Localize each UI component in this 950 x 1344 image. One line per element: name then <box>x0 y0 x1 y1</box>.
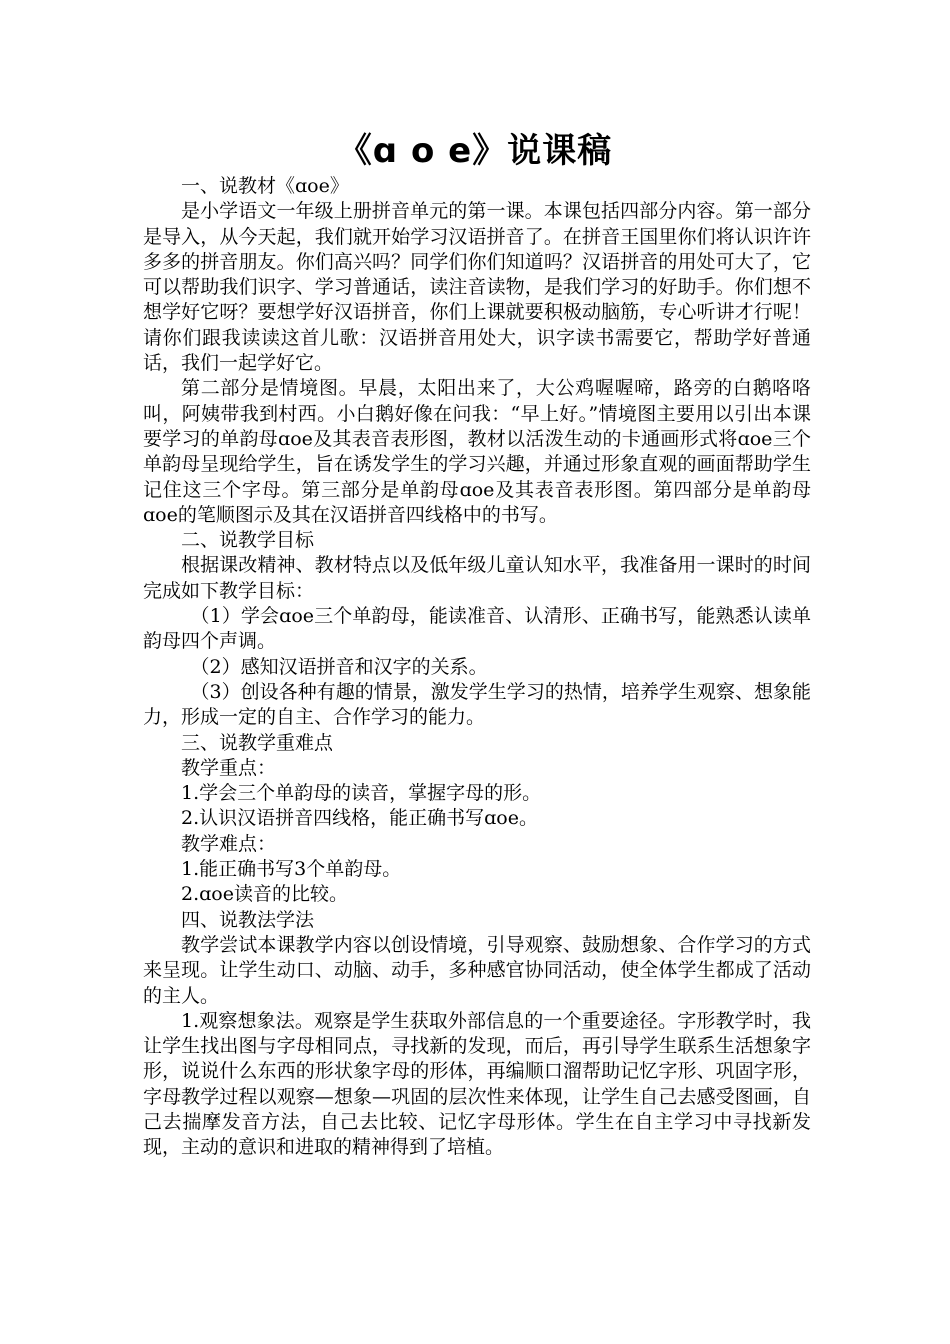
objective-item-3: （3）创设各种有趣的情景，激发学生学习的热情，培养学生观察、想象能力，形成一定的自主、合作学习的能力。 <box>143 680 811 729</box>
section-heading-teaching-material: 一、说教材《ɑoe》 <box>181 175 349 197</box>
key-points-label: 教学重点： <box>181 756 277 779</box>
difficulties-label: 教学难点： <box>181 832 277 855</box>
section-heading-methods: 四、说教法学法 <box>181 908 315 931</box>
objective-item-2: （2）感知汉语拼音和汉字的关系。 <box>190 655 488 678</box>
section-heading-objectives: 二、说教学目标 <box>181 529 315 552</box>
document-title: 《ɑ o e》说课稿 <box>337 131 613 171</box>
paragraph-intro: 是小学语文一年级上册拼音单元的第一课。本课包括四部分内容。第一部分是导入，从今天起，我们就开始学习汉语拼音了。在拼音王国里你们将认识许许多多的拼音朋友。你们高兴吗？同学们你们知道吗？汉语拼音的用处可大了，它可以帮助我们识字、学习普通话，读注音读物，是我们学习的好助手。你们想不想学好它呀？要想学好汉语拼音，你们上课就要积极动脑筋，专心听讲才行呢！请你们跟我读读这首儿歌：汉语拼音用处大，识字读书需要它，帮助学好普通话，我们一起学好它。 <box>143 200 811 375</box>
key-point-item-2: 2.认识汉语拼音四线格，能正确书写ɑoe。 <box>181 807 538 830</box>
paragraph-objectives-intro: 根据课改精神、教材特点以及低年级儿童认知水平，我准备用一课时的时间完成如下教学目标： <box>143 554 811 602</box>
key-point-item-1: 1.学会三个单韵母的读音，掌握字母的形。 <box>181 782 542 805</box>
paragraph-situation: 第二部分是情境图。早晨，太阳出来了，大公鸡喔喔啼，路旁的白鹅咯咯叫，阿姨带我到村西。小白鹅好像在问我：“早上好。”情境图主要用以引出本课要学习的单韵母ɑoe及其表音表形图，教材以活泼生动的卡通画形式将ɑoe三个单韵母呈现给学生，旨在诱发学生的学习兴趣，并通过形象直观的画面帮助学生记住这三个字母。第三部分是单韵母ɑoe及其表音表形图。第四部分是单韵母ɑoe的笔顺图示及其在汉语拼音四线格中的书写。 <box>143 377 811 526</box>
difficulty-item-2: 2.ɑoe读音的比较。 <box>181 883 348 906</box>
paragraph-methods: 教学尝试本课教学内容以创设情境，引导观察、鼓励想象、合作学习的方式来呈现。让学生动口、动脑、动手，多种感官协同活动，使全体学生都成了活动的主人。 <box>143 933 811 1007</box>
section-heading-key-points: 三、说教学重难点 <box>181 731 334 754</box>
document-body <box>143 174 811 1161</box>
objective-item-1: （1）学会ɑoe三个单韵母，能读准音、认清形、正确书写，能熟悉认读单韵母四个声调。 <box>143 605 811 653</box>
difficulty-item-1: 1.能正确书写3个单韵母。 <box>181 858 402 881</box>
paragraph-observation-method: 1.观察想象法。观察是学生获取外部信息的一个重要途径。字形教学时，我让学生找出图与字母相同点，寻找新的发现，而后，再引导学生联系生活想象字形，说说什么东西的形状象字母的形体，再编顺口溜帮助记忆字形、巩固字形，字母教学过程以观察—想象—巩固的层次性来体现，让学生自己去感受图画，自己去揣摩发音方法，自己去比较、记忆字母形体。学生在自主学习中寻找新发现，主动的意识和进取的精神得到了培植。 <box>143 1009 811 1159</box>
